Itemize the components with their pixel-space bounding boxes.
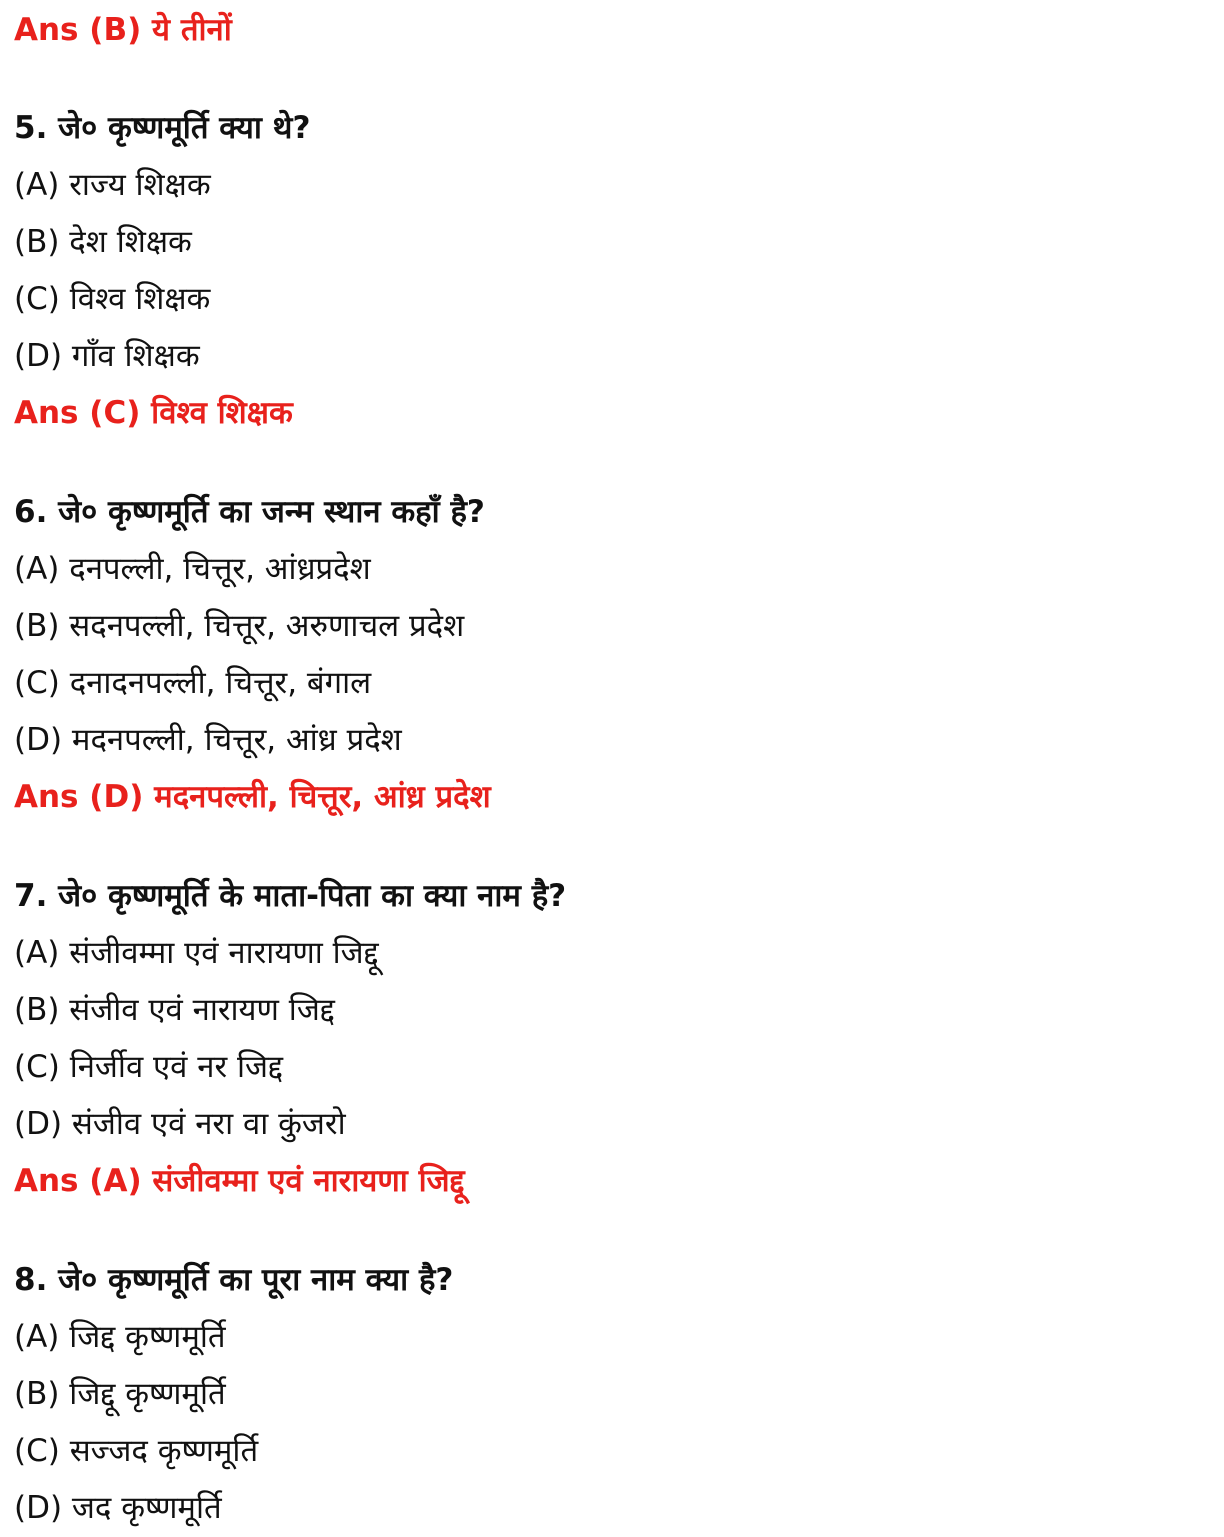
option-b: (B) संजीव एवं नारायण जिद्द bbox=[14, 992, 335, 1028]
answer-text: Ans (C) विश्व शिक्षक bbox=[14, 395, 293, 431]
option-a: (A) जिद्द कृष्णमूर्ति bbox=[14, 1319, 226, 1355]
option-a: (A) दनपल्ली, चित्तूर, आंध्रप्रदेश bbox=[14, 551, 371, 587]
option-b: (B) देश शिक्षक bbox=[14, 224, 192, 260]
answer-text: Ans (A) संजीवम्मा एवं नारायणा जिद्दू bbox=[14, 1163, 465, 1199]
option-c: (C) निर्जीव एवं नर जिद्द bbox=[14, 1049, 284, 1085]
option-c: (C) दनादनपल्ली, चित्तूर, बंगाल bbox=[14, 665, 372, 701]
question-text: 5. जे० कृष्णमूर्ति क्या थे? bbox=[14, 110, 311, 146]
option-c: (C) सज्जद कृष्णमूर्ति bbox=[14, 1433, 259, 1469]
option-a: (A) राज्य शिक्षक bbox=[14, 167, 211, 203]
question-text: 6. जे० कृष्णमूर्ति का जन्म स्थान कहाँ है? bbox=[14, 494, 485, 530]
option-b: (B) जिद्दू कृष्णमूर्ति bbox=[14, 1376, 226, 1412]
option-d: (D) संजीव एवं नरा वा कुंजरो bbox=[14, 1106, 346, 1142]
answer-text: Ans (D) मदनपल्ली, चित्तूर, आंध्र प्रदेश bbox=[14, 779, 491, 815]
option-d: (D) गाँव शिक्षक bbox=[14, 338, 200, 374]
option-c: (C) विश्व शिक्षक bbox=[14, 281, 211, 317]
question-text: 7. जे० कृष्णमूर्ति के माता-पिता का क्या नाम है? bbox=[14, 878, 567, 914]
question-text: 8. जे० कृष्णमूर्ति का पूरा नाम क्या है? bbox=[14, 1262, 454, 1298]
option-b: (B) सदनपल्ली, चित्तूर, अरुणाचल प्रदेश bbox=[14, 608, 465, 644]
option-d: (D) मदनपल्ली, चित्तूर, आंध्र प्रदेश bbox=[14, 722, 402, 758]
option-a: (A) संजीवम्मा एवं नारायणा जिद्दू bbox=[14, 935, 379, 971]
previous-answer: Ans (B) ये तीनों bbox=[14, 12, 232, 48]
option-d: (D) जद कृष्णमूर्ति bbox=[14, 1490, 222, 1526]
